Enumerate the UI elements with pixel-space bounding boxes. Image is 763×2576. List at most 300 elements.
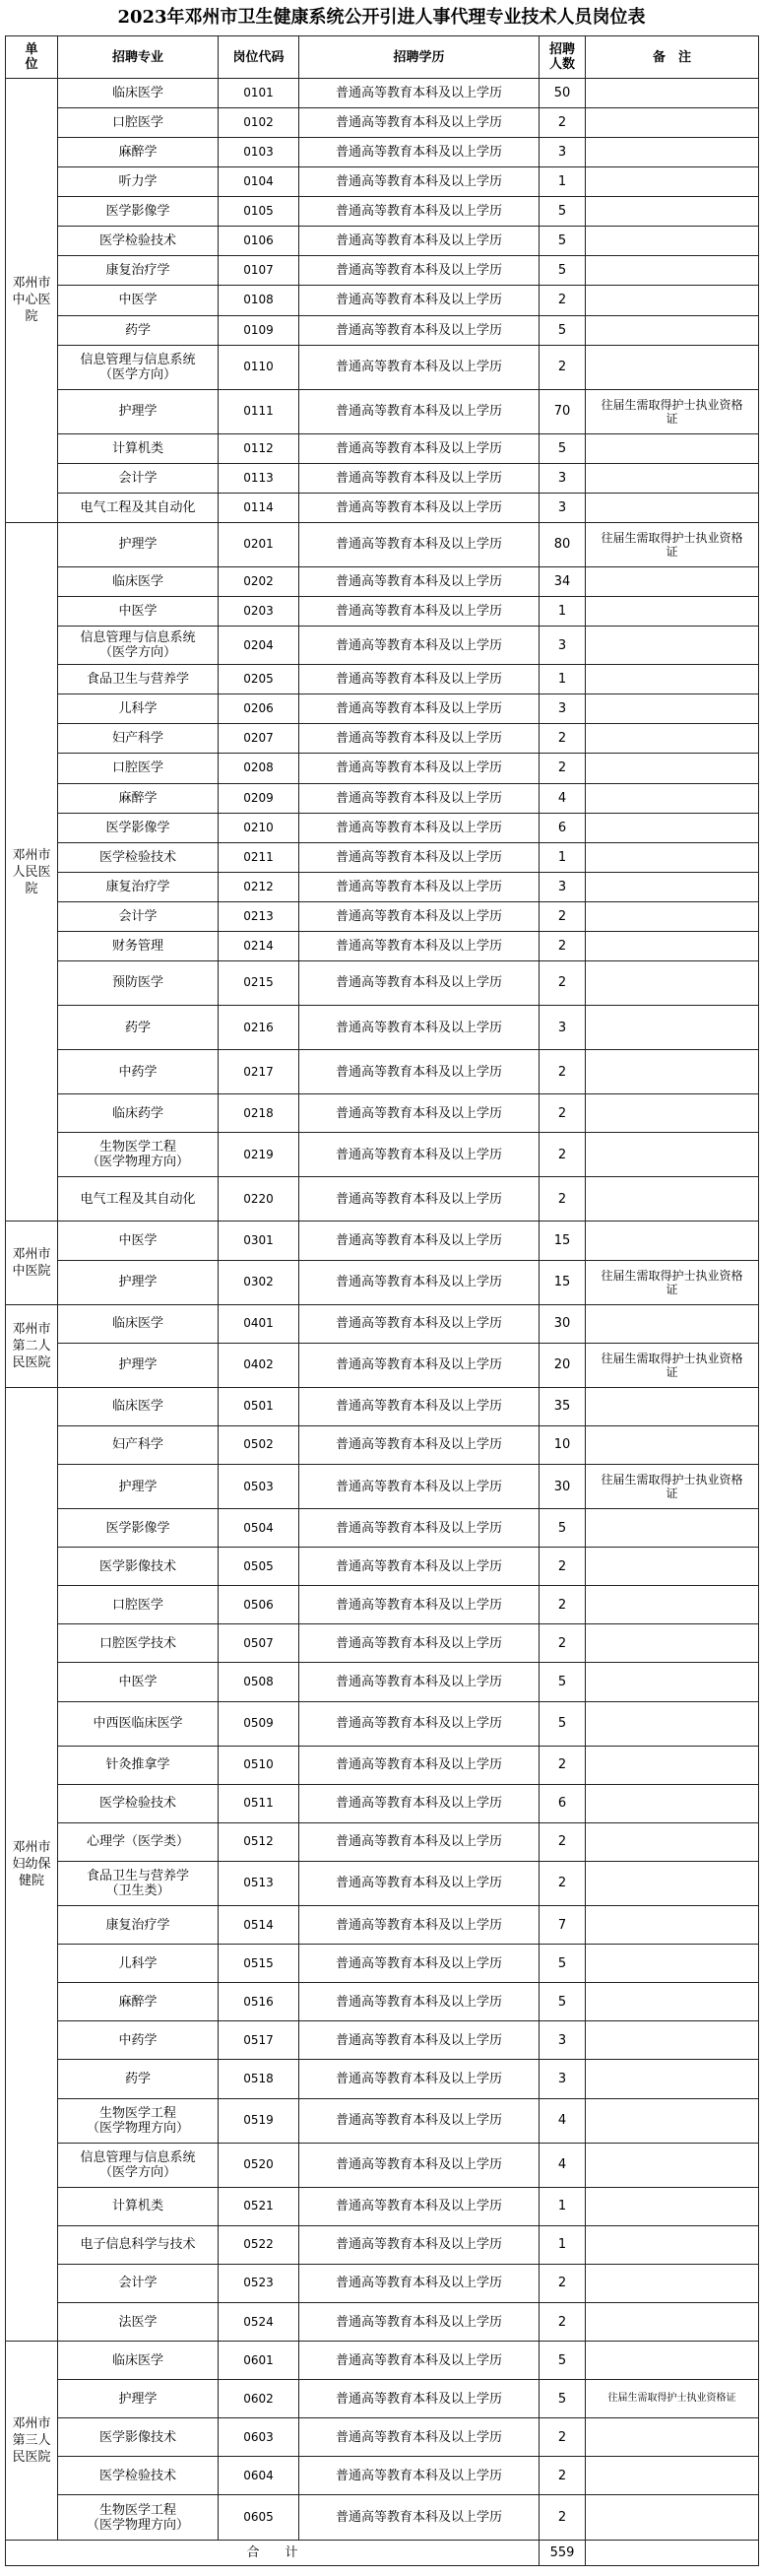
table-row (6, 1260, 759, 1304)
position-code-cell: 0103 (219, 138, 299, 167)
position-code-cell: 0513 (219, 1861, 299, 1905)
education-cell: 普通高等教育本科及以上学历 (299, 754, 540, 783)
major-cell: 中药学 (58, 1050, 219, 1094)
count-cell: 2 (540, 1050, 586, 1094)
count-cell: 2 (540, 2495, 586, 2541)
count-cell: 2 (540, 286, 586, 315)
education-cell: 普通高等教育本科及以上学历 (299, 872, 540, 901)
remarks-cell (586, 931, 759, 960)
remarks-cell (586, 1548, 759, 1586)
count-cell: 10 (540, 1425, 586, 1464)
major-cell: 电子信息科学与技术 (58, 2225, 219, 2264)
major-cell: 会计学 (58, 463, 219, 493)
count-cell: 2 (540, 1822, 586, 1861)
position-code-cell: 0101 (219, 79, 299, 108)
education-cell: 普通高等教育本科及以上学历 (299, 2380, 540, 2418)
count-cell: 3 (540, 872, 586, 901)
page-title: 2023年邓州市卫生健康系统公开引进人事代理专业技术人员岗位表 (117, 7, 646, 28)
table-row (6, 1304, 759, 1343)
education-cell: 普通高等教育本科及以上学历 (299, 1861, 540, 1905)
position-code-cell: 0302 (219, 1260, 299, 1304)
count-cell: 3 (540, 1005, 586, 1049)
major-cell: 医学影像学 (58, 1509, 219, 1548)
remarks-cell (586, 1983, 759, 2021)
remarks-cell (586, 433, 759, 463)
position-code-cell: 0106 (219, 227, 299, 256)
position-code-cell: 0603 (219, 2418, 299, 2457)
table-row (6, 2495, 759, 2541)
education-cell: 普通高等教育本科及以上学历 (299, 1050, 540, 1094)
table-row (6, 1861, 759, 1905)
table-row (6, 2098, 759, 2143)
major-cell: 信息管理与信息系统 （医学方向） (58, 2143, 219, 2187)
remarks-cell (586, 901, 759, 931)
table-row (6, 197, 759, 227)
remarks-cell (586, 493, 759, 522)
position-code-cell: 0516 (219, 1983, 299, 2021)
count-cell: 50 (540, 79, 586, 108)
table-row (6, 2457, 759, 2495)
table-row (6, 79, 759, 108)
count-cell: 5 (540, 433, 586, 463)
position-code-cell: 0208 (219, 754, 299, 783)
major-cell: 听力学 (58, 167, 219, 197)
count-cell: 3 (540, 627, 586, 665)
count-cell: 3 (540, 138, 586, 167)
major-cell: 法医学 (58, 2302, 219, 2341)
remarks-cell (586, 2060, 759, 2098)
count-cell: 2 (540, 1548, 586, 1586)
count-cell: 30 (540, 1304, 586, 1343)
table-row (6, 345, 759, 389)
header-unit: 单 位 (6, 36, 58, 79)
count-cell: 1 (540, 167, 586, 197)
count-cell: 15 (540, 1260, 586, 1304)
education-cell: 普通高等教育本科及以上学历 (299, 2418, 540, 2457)
position-code-cell: 0210 (219, 813, 299, 842)
remarks-cell: 往届生需取得护士执业资格证 (586, 2380, 759, 2418)
major-cell: 财务管理 (58, 931, 219, 960)
major-cell: 临床医学 (58, 1387, 219, 1425)
count-cell: 1 (540, 665, 586, 694)
major-cell: 生物医学工程 （医学物理方向） (58, 2098, 219, 2143)
count-cell: 15 (540, 1222, 586, 1260)
count-cell: 6 (540, 813, 586, 842)
position-code-cell: 0518 (219, 2060, 299, 2098)
table-row (6, 493, 759, 522)
count-cell: 70 (540, 389, 586, 433)
education-cell: 普通高等教育本科及以上学历 (299, 138, 540, 167)
position-code-cell: 0218 (219, 1094, 299, 1133)
remarks-cell (586, 1425, 759, 1464)
header-row (6, 36, 759, 79)
table-row (6, 138, 759, 167)
position-code-cell: 0206 (219, 694, 299, 724)
position-code-cell: 0509 (219, 1701, 299, 1746)
education-cell: 普通高等教育本科及以上学历 (299, 1983, 540, 2021)
position-code-cell: 0110 (219, 345, 299, 389)
table-row (6, 1465, 759, 1509)
major-cell: 临床医学 (58, 1304, 219, 1343)
major-cell: 信息管理与信息系统 （医学方向） (58, 627, 219, 665)
major-cell: 麻醉学 (58, 138, 219, 167)
table-row (6, 1387, 759, 1425)
remarks-cell (586, 463, 759, 493)
count-cell: 1 (540, 2187, 586, 2225)
table-row (6, 597, 759, 627)
position-code-cell: 0602 (219, 2380, 299, 2418)
education-cell: 普通高等教育本科及以上学历 (299, 167, 540, 197)
position-code-cell: 0214 (219, 931, 299, 960)
count-cell: 2 (540, 960, 586, 1005)
major-cell: 口腔医学 (58, 1586, 219, 1624)
count-cell: 2 (540, 724, 586, 754)
remarks-cell (586, 1906, 759, 1945)
education-cell: 普通高等教育本科及以上学历 (299, 1343, 540, 1387)
remarks-cell: 往届生需取得护士执业资格证 (586, 389, 759, 433)
table-row (6, 872, 759, 901)
remarks-cell (586, 1509, 759, 1548)
education-cell: 普通高等教育本科及以上学历 (299, 2143, 540, 2187)
remarks-cell (586, 2187, 759, 2225)
position-code-cell: 0521 (219, 2187, 299, 2225)
position-code-cell: 0508 (219, 1663, 299, 1701)
table-row (6, 1425, 759, 1464)
remarks-cell (586, 1222, 759, 1260)
remarks-cell (586, 2143, 759, 2187)
count-cell: 2 (540, 2418, 586, 2457)
education-cell: 普通高等教育本科及以上学历 (299, 493, 540, 522)
count-cell: 2 (540, 345, 586, 389)
major-cell: 护理学 (58, 522, 219, 566)
education-cell: 普通高等教育本科及以上学历 (299, 1387, 540, 1425)
education-cell: 普通高等教育本科及以上学历 (299, 931, 540, 960)
position-code-cell: 0113 (219, 463, 299, 493)
major-cell: 中医学 (58, 1222, 219, 1260)
table-row (6, 567, 759, 597)
education-cell: 普通高等教育本科及以上学历 (299, 1624, 540, 1663)
count-cell: 20 (540, 1343, 586, 1387)
unit-name: 邓州市 第三人 民医院 (6, 2342, 58, 2541)
remarks-cell: 往届生需取得护士执业资格证 (586, 1260, 759, 1304)
count-cell: 2 (540, 931, 586, 960)
remarks-cell (586, 1822, 759, 1861)
education-cell: 普通高等教育本科及以上学历 (299, 197, 540, 227)
major-cell: 妇产科学 (58, 1425, 219, 1464)
education-cell: 普通高等教育本科及以上学历 (299, 463, 540, 493)
total-count: 559 (540, 2541, 586, 2566)
position-code-cell: 0104 (219, 167, 299, 197)
count-cell: 5 (540, 1701, 586, 1746)
remarks-cell (586, 2457, 759, 2495)
education-cell: 普通高等教育本科及以上学历 (299, 1822, 540, 1861)
count-cell: 80 (540, 522, 586, 566)
position-code-cell: 0111 (219, 389, 299, 433)
count-cell: 2 (540, 1177, 586, 1222)
position-code-cell: 0502 (219, 1425, 299, 1464)
count-cell: 3 (540, 493, 586, 522)
table-row (6, 1701, 759, 1746)
major-cell: 医学检验技术 (58, 842, 219, 872)
education-cell: 普通高等教育本科及以上学历 (299, 2187, 540, 2225)
remarks-cell (586, 665, 759, 694)
position-code-cell: 0215 (219, 960, 299, 1005)
major-cell: 药学 (58, 2060, 219, 2098)
position-code-cell: 0207 (219, 724, 299, 754)
education-cell: 普通高等教育本科及以上学历 (299, 345, 540, 389)
positions-table (5, 35, 759, 2566)
major-cell: 针灸推拿学 (58, 1746, 219, 1784)
major-cell: 中西医临床医学 (58, 1701, 219, 1746)
total-row (6, 2541, 759, 2566)
unit-name: 邓州市 中医院 (6, 1222, 58, 1304)
position-code-cell: 0504 (219, 1509, 299, 1548)
major-cell: 口腔医学 (58, 754, 219, 783)
table-row (6, 724, 759, 754)
table-row (6, 2342, 759, 2380)
position-code-cell: 0209 (219, 783, 299, 813)
table-row (6, 1663, 759, 1701)
table-row (6, 627, 759, 665)
count-cell: 2 (540, 1133, 586, 1177)
major-cell: 电气工程及其自动化 (58, 1177, 219, 1222)
table-row (6, 227, 759, 256)
remarks-cell (586, 1094, 759, 1133)
remarks-cell (586, 842, 759, 872)
major-cell: 电气工程及其自动化 (58, 493, 219, 522)
major-cell: 药学 (58, 315, 219, 345)
remarks-cell (586, 872, 759, 901)
major-cell: 医学影像技术 (58, 1548, 219, 1586)
remarks-cell (586, 1624, 759, 1663)
remarks-cell (586, 1304, 759, 1343)
header-remarks: 备 注 (586, 36, 759, 79)
count-cell: 3 (540, 2021, 586, 2060)
education-cell: 普通高等教育本科及以上学历 (299, 108, 540, 138)
education-cell: 普通高等教育本科及以上学历 (299, 665, 540, 694)
remarks-cell: 往届生需取得护士执业资格证 (586, 1343, 759, 1387)
table-row (6, 433, 759, 463)
major-cell: 口腔医学 (58, 108, 219, 138)
count-cell: 5 (540, 2342, 586, 2380)
major-cell: 中医学 (58, 1663, 219, 1701)
remarks-cell (586, 694, 759, 724)
education-cell: 普通高等教育本科及以上学历 (299, 1586, 540, 1624)
remarks-cell (586, 2418, 759, 2457)
count-cell: 2 (540, 1861, 586, 1905)
remarks-cell (586, 1701, 759, 1746)
education-cell: 普通高等教育本科及以上学历 (299, 1701, 540, 1746)
education-cell: 普通高等教育本科及以上学历 (299, 2342, 540, 2380)
education-cell: 普通高等教育本科及以上学历 (299, 724, 540, 754)
education-cell: 普通高等教育本科及以上学历 (299, 79, 540, 108)
major-cell: 计算机类 (58, 433, 219, 463)
table-row (6, 2060, 759, 2098)
major-cell: 计算机类 (58, 2187, 219, 2225)
major-cell: 中药学 (58, 2021, 219, 2060)
education-cell: 普通高等教育本科及以上学历 (299, 2225, 540, 2264)
major-cell: 护理学 (58, 1343, 219, 1387)
count-cell: 5 (540, 256, 586, 286)
count-cell: 2 (540, 2302, 586, 2341)
count-cell: 3 (540, 694, 586, 724)
count-cell: 35 (540, 1387, 586, 1425)
major-cell: 临床药学 (58, 1094, 219, 1133)
count-cell: 5 (540, 1663, 586, 1701)
major-cell: 康复治疗学 (58, 1906, 219, 1945)
education-cell: 普通高等教育本科及以上学历 (299, 315, 540, 345)
table-row (6, 2302, 759, 2341)
remarks-cell (586, 1050, 759, 1094)
remarks-cell (586, 1746, 759, 1784)
remarks-cell (586, 1177, 759, 1222)
major-cell: 心理学（医学类） (58, 1822, 219, 1861)
education-cell: 普通高等教育本科及以上学历 (299, 1094, 540, 1133)
remarks-cell (586, 256, 759, 286)
remarks-cell (586, 2225, 759, 2264)
education-cell: 普通高等教育本科及以上学历 (299, 627, 540, 665)
table-row (6, 1343, 759, 1387)
count-cell: 2 (540, 1746, 586, 1784)
education-cell: 普通高等教育本科及以上学历 (299, 2021, 540, 2060)
count-cell: 34 (540, 567, 586, 597)
count-cell: 1 (540, 597, 586, 627)
remarks-cell (586, 783, 759, 813)
position-code-cell: 0506 (219, 1586, 299, 1624)
education-cell: 普通高等教育本科及以上学历 (299, 813, 540, 842)
remarks-cell (586, 754, 759, 783)
table-row (6, 783, 759, 813)
remarks-cell (586, 315, 759, 345)
position-code-cell: 0219 (219, 1133, 299, 1177)
remarks-cell (586, 1784, 759, 1822)
education-cell: 普通高等教育本科及以上学历 (299, 1945, 540, 1983)
position-code-cell: 0520 (219, 2143, 299, 2187)
major-cell: 食品卫生与营养学 （卫生类） (58, 1861, 219, 1905)
major-cell: 医学影像技术 (58, 2418, 219, 2457)
major-cell: 医学影像学 (58, 813, 219, 842)
table-row (6, 1822, 759, 1861)
major-cell: 医学检验技术 (58, 1784, 219, 1822)
position-code-cell: 0511 (219, 1784, 299, 1822)
table-row (6, 1945, 759, 1983)
table-row (6, 2264, 759, 2302)
education-cell: 普通高等教育本科及以上学历 (299, 522, 540, 566)
position-code-cell: 0202 (219, 567, 299, 597)
table-row (6, 108, 759, 138)
count-cell: 2 (540, 1094, 586, 1133)
total-remarks (586, 2541, 759, 2566)
table-row (6, 665, 759, 694)
position-code-cell: 0109 (219, 315, 299, 345)
major-cell: 食品卫生与营养学 (58, 665, 219, 694)
count-cell: 5 (540, 315, 586, 345)
remarks-cell (586, 167, 759, 197)
position-code-cell: 0216 (219, 1005, 299, 1049)
remarks-cell (586, 138, 759, 167)
remarks-cell (586, 108, 759, 138)
count-cell: 2 (540, 754, 586, 783)
major-cell: 会计学 (58, 901, 219, 931)
table-row (6, 1983, 759, 2021)
remarks-cell (586, 813, 759, 842)
education-cell: 普通高等教育本科及以上学历 (299, 1005, 540, 1049)
remarks-cell (586, 2264, 759, 2302)
education-cell: 普通高等教育本科及以上学历 (299, 1906, 540, 1945)
table-row (6, 813, 759, 842)
education-cell: 普通高等教育本科及以上学历 (299, 1304, 540, 1343)
unit-name: 邓州市 中心医院 (6, 79, 58, 523)
count-cell: 5 (540, 197, 586, 227)
count-cell: 3 (540, 2060, 586, 2098)
header-code: 岗位代码 (219, 36, 299, 79)
major-cell: 医学检验技术 (58, 227, 219, 256)
count-cell: 1 (540, 2225, 586, 2264)
education-cell: 普通高等教育本科及以上学历 (299, 1548, 540, 1586)
position-code-cell: 0514 (219, 1906, 299, 1945)
table-row (6, 1624, 759, 1663)
table-row (6, 1177, 759, 1222)
count-cell: 2 (540, 2457, 586, 2495)
position-code-cell: 0510 (219, 1746, 299, 1784)
remarks-cell (586, 2495, 759, 2541)
count-cell: 1 (540, 842, 586, 872)
table-row (6, 694, 759, 724)
education-cell: 普通高等教育本科及以上学历 (299, 1260, 540, 1304)
major-cell: 临床医学 (58, 79, 219, 108)
table-row (6, 167, 759, 197)
position-code-cell: 0401 (219, 1304, 299, 1343)
remarks-cell (586, 79, 759, 108)
education-cell: 普通高等教育本科及以上学历 (299, 433, 540, 463)
position-code-cell: 0517 (219, 2021, 299, 2060)
major-cell: 麻醉学 (58, 1983, 219, 2021)
major-cell: 中医学 (58, 286, 219, 315)
count-cell: 4 (540, 2098, 586, 2143)
education-cell: 普通高等教育本科及以上学历 (299, 256, 540, 286)
count-cell: 2 (540, 1624, 586, 1663)
table-row (6, 2187, 759, 2225)
position-code-cell: 0212 (219, 872, 299, 901)
education-cell: 普通高等教育本科及以上学历 (299, 286, 540, 315)
count-cell: 5 (540, 1509, 586, 1548)
table-row (6, 1586, 759, 1624)
table-row (6, 931, 759, 960)
table-row (6, 315, 759, 345)
count-cell: 7 (540, 1906, 586, 1945)
position-code-cell: 0220 (219, 1177, 299, 1222)
table-row (6, 1746, 759, 1784)
remarks-cell (586, 1387, 759, 1425)
position-code-cell: 0112 (219, 433, 299, 463)
table-row (6, 522, 759, 566)
position-code-cell: 0522 (219, 2225, 299, 2264)
remarks-cell (586, 197, 759, 227)
position-code-cell: 0102 (219, 108, 299, 138)
header-education: 招聘学历 (299, 36, 540, 79)
remarks-cell (586, 2098, 759, 2143)
remarks-cell (586, 1133, 759, 1177)
education-cell: 普通高等教育本科及以上学历 (299, 389, 540, 433)
remarks-cell (586, 597, 759, 627)
remarks-cell (586, 724, 759, 754)
table-row (6, 2225, 759, 2264)
position-code-cell: 0107 (219, 256, 299, 286)
position-code-cell: 0205 (219, 665, 299, 694)
table-row (6, 1005, 759, 1049)
major-cell: 康复治疗学 (58, 872, 219, 901)
major-cell: 口腔医学技术 (58, 1624, 219, 1663)
